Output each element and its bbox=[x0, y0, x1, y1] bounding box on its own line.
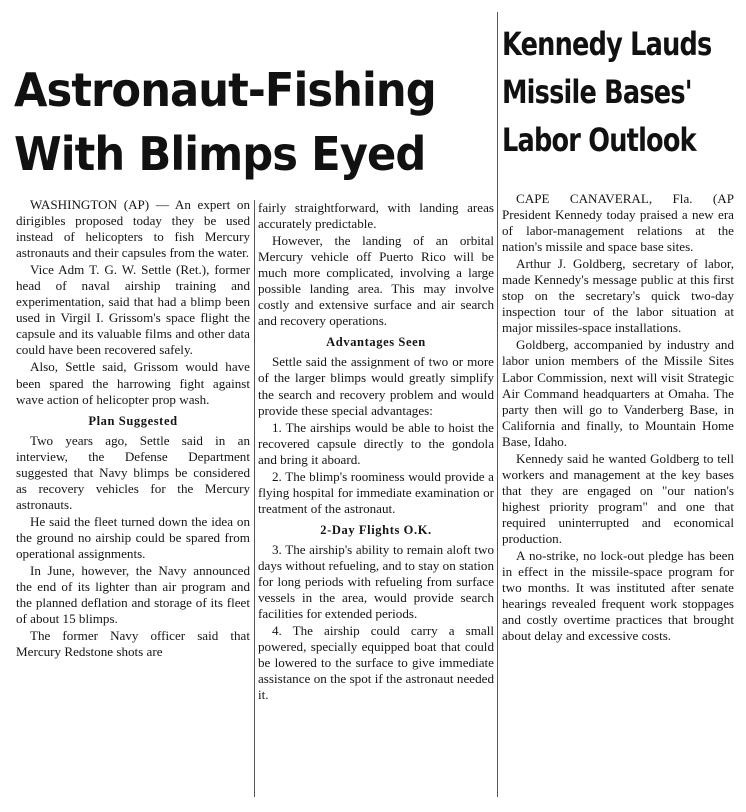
column-rule-middle bbox=[254, 200, 255, 797]
body-paragraph: WASHINGTON (AP) — An expert on dirigibles proposed today they be used instead of helicopters to fish Mercury astronauts and their capsules from the water. bbox=[16, 197, 250, 261]
body-paragraph: 3. The airship's ability to remain aloft two days without refueling, and to stay on station for long periods with refueling from surface vessels in the area, would provide search facilities for extended periods. bbox=[258, 541, 494, 622]
subhead-plan-suggested: Plan Suggested bbox=[88, 413, 178, 428]
right-headline-line-2: Missile Bases' bbox=[502, 73, 692, 111]
right-headline-line-3: Labor Outlook bbox=[502, 121, 696, 159]
body-paragraph: 4. The airship could carry a small powered, specially equipped boat that could be lowered to the surface to give immediate assistance on the spot if the astronaut needed it. bbox=[258, 623, 494, 703]
body-paragraph: Settle said the assignment of two or more of the larger blimps would greatly simplify the search and recovery problem and would provide these special advantages: bbox=[258, 354, 494, 418]
body-paragraph: In June, however, the Navy announced the end of its lighter than air program and the planned deflation and storage of its fleet of about 15 blimps. bbox=[16, 563, 250, 627]
right-headline bbox=[502, 20, 711, 164]
body-paragraph: The former Navy officer said that Mercury Redstone shots are bbox=[16, 628, 250, 660]
body-paragraph: A no-strike, no lock-out pledge has been in effect in the missile-space program for two months. It was instituted after senate hearings revealed frequent work stoppages and costly overtime practices that brought about delay and excessive costs. bbox=[502, 548, 734, 644]
body-paragraph: Vice Adm T. G. W. Settle (Ret.), former head of naval airship training and experimentation, said that had a blimp been used in Virgil I. Grissom's space flight the capsule and its valuable films and other data could have been recovered safely. bbox=[16, 262, 250, 358]
left-headline bbox=[14, 58, 436, 186]
body-paragraph: CAPE CANAVERAL, Fla. (AP President Kennedy today praised a new era of labor-management relations at the nation's missile and space base sites. bbox=[502, 191, 734, 255]
article-column-3 bbox=[502, 191, 734, 645]
column-rule-right bbox=[497, 12, 498, 797]
body-paragraph: 1. The airships would be able to hoist the recovered capsule directly to the gondola and bring it aboard. bbox=[258, 419, 494, 467]
body-paragraph: Kennedy said he wanted Goldberg to tell workers and management at the key bases that they are engaged on "our nation's highest priority program" and one that required uninterrupted and economical production. bbox=[502, 450, 734, 546]
body-paragraph: He said the fleet turned down the idea on the ground no airship could be spared from operational assignments. bbox=[16, 513, 250, 561]
body-paragraph: Also, Settle said, Grissom would have been spared the harrowing fight against wave action of helicopter prop wash. bbox=[16, 359, 250, 407]
left-headline-line-2: With Blimps Eyed bbox=[14, 127, 426, 181]
body-paragraph: However, the landing of an orbital Mercury vehicle off Puerto Rico will be much more complicated, involving a large possible landing area. This may involve costly and extensive surface and air search and recovery operations. bbox=[258, 233, 494, 329]
right-headline-line-1: Kennedy Lauds bbox=[502, 25, 712, 63]
body-paragraph: Arthur J. Goldberg, secretary of labor, made Kennedy's message public at this first stop on the secretary's quick two-day inspection tour of the labor situation at major missiles-space installations. bbox=[502, 256, 734, 336]
body-paragraph: 2. The blimp's roominess would provide a flying hospital for immediate examination or treatment of the astronaut. bbox=[258, 468, 494, 516]
article-column-2 bbox=[258, 200, 494, 704]
subhead-two-day-flights: 2-Day Flights O.K. bbox=[320, 522, 432, 537]
body-paragraph: Two years ago, Settle said in an interview, the Defense Department suggested that Navy blimps be considered as recovery vehicles for the Mercury astronauts. bbox=[16, 432, 250, 512]
body-paragraph: Goldberg, accompanied by industry and labor union members of the Missile Sites Labor Commission, next will visit Strategic Air Command headquarters at Omaha. The party then will go to Vanderberg Base, in California and finally, to Mountain Home Base, Idaho. bbox=[502, 337, 734, 449]
article-column-1 bbox=[16, 197, 250, 661]
body-paragraph: fairly straightforward, with landing areas accurately predictable. bbox=[258, 200, 494, 232]
subhead-advantages-seen: Advantages Seen bbox=[326, 335, 426, 350]
left-headline-line-1: Astronaut-Fishing bbox=[14, 63, 436, 117]
